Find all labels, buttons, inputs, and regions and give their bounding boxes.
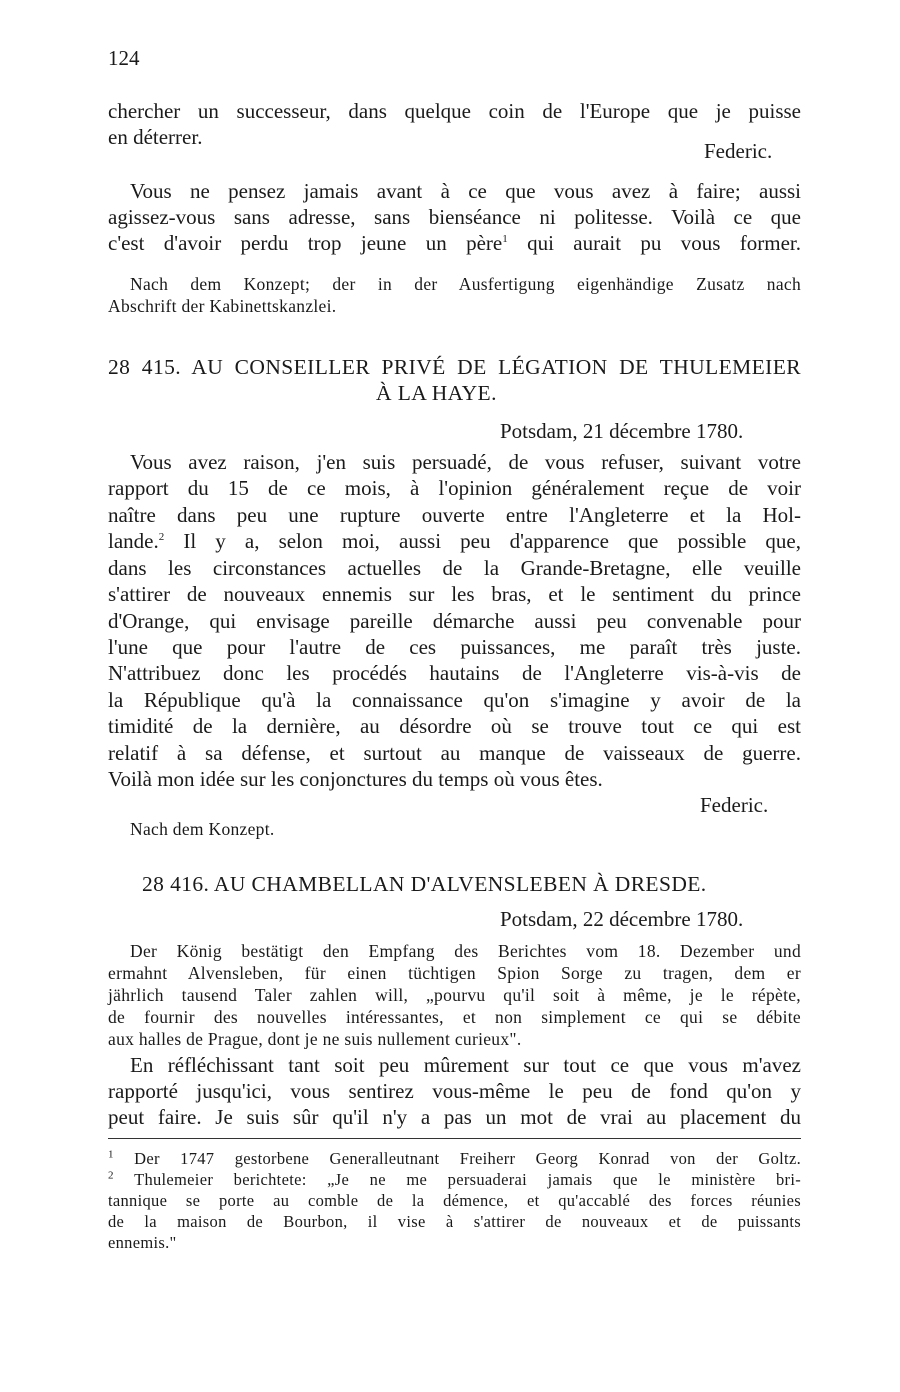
postscript-line: Vous ne pensez jamais avant à ce que vous avez à faire; aussi <box>130 179 801 203</box>
text-line: rapporté jusqu'ici, vous sentirez vous-même le peu de fond qu'on y <box>108 1079 801 1103</box>
postscript-text: c'est d'avoir perdu trop jeune un père <box>108 231 503 255</box>
footnote-text: Thulemeier berichtete: „Je ne me persuaderai jamais que le ministère bri- <box>113 1170 801 1189</box>
source-note: Nach dem Konzept; der in der Ausfertigung eigenhändige Zusatz nach <box>130 274 801 294</box>
text-line: N'attribuez donc les procédés hautains de l'Angleterre vis-à-vis de <box>108 661 801 685</box>
text-line: timidité de la dernière, au désordre où se trouve tout ce qui est <box>108 714 801 738</box>
summary-line: ermahnt Alvensleben, für einen tüchtigen Spion Sorge zu tragen, dem er <box>108 963 801 983</box>
text-line: rapport du 15 de ce mois, à l'opinion généralement reçue de voir <box>108 476 801 500</box>
text-line <box>108 528 801 554</box>
summary-line: de fournir des nouvelles intéressantes, et non simplement ce qui se débite <box>108 1007 801 1027</box>
text-fragment: Il y a, selon moi, aussi peu d'apparence que possible que, <box>164 529 801 553</box>
text-line: En réfléchissant tant soit peu mûrement sur tout ce que vous m'avez <box>130 1053 801 1077</box>
footnote-ref: 1 <box>502 233 508 245</box>
source-note: Nach dem Konzept. <box>130 819 275 839</box>
dateline: Potsdam, 22 décembre 1780. <box>500 907 744 931</box>
footnote-divider <box>108 1138 801 1139</box>
postscript-line: agissez-vous sans adresse, sans bienséance ni politesse. Voilà ce que <box>108 205 801 229</box>
postscript-line <box>108 230 801 256</box>
footnote-line: de la maison de Bourbon, il vise à s'attirer de nouveaux et de puissants <box>108 1212 801 1231</box>
dateline: Potsdam, 21 décembre 1780. <box>500 419 744 443</box>
letter-heading: 28 415. AU CONSEILLER PRIVÉ DE LÉGATION DE THULEMEIER <box>108 355 801 379</box>
footnote-line: tannique se porte au comble de la démence, et qu'accablé des forces réunies <box>108 1191 801 1210</box>
text-line: d'Orange, qui envisage pareille démarche aussi peu convenable pour <box>108 609 801 633</box>
letter-heading: 28 416. AU CHAMBELLAN D'ALVENSLEBEN À DRESDE. <box>142 872 707 896</box>
footnote-mark: 1 <box>108 1148 114 1161</box>
footnote <box>108 1148 801 1169</box>
signature: Federic. <box>700 793 769 817</box>
source-note: Abschrift der Kabinettskanzlei. <box>108 296 337 316</box>
footnote-line: ennemis." <box>108 1233 177 1252</box>
footnote-text: Der 1747 gestorbene Generalleutnant Freiherr Georg Konrad von der Goltz. <box>113 1149 801 1168</box>
postscript-text: qui aurait pu vous former. <box>507 231 801 255</box>
text-line: peut faire. Je suis sûr qu'il n'y a pas un mot de vrai au placement du <box>108 1105 801 1129</box>
text-line: Vous avez raison, j'en suis persuadé, de vous refuser, suivant votre <box>130 450 801 474</box>
letter-heading: À LA HAYE. <box>376 381 497 405</box>
text-line: la République qu'à la connaissance qu'on s'imagine y avoir de la <box>108 688 801 712</box>
text-line: dans les circonstances actuelles de la Grande-Bretagne, elle veuille <box>108 556 801 580</box>
text-fragment: lande. <box>108 529 159 553</box>
text-line: en déterrer. <box>108 125 203 149</box>
summary-line: jährlich tausend Taler zahlen will, „pourvu qu'il soit à même, je le répète, <box>108 985 801 1005</box>
text-line: Voilà mon idée sur les conjonctures du temps où vous êtes. <box>108 767 603 791</box>
footnote-mark: 2 <box>108 1169 114 1182</box>
text-line: s'attirer de nouveaux ennemis sur les bras, et le sentiment du prince <box>108 582 801 606</box>
text-line: naître dans peu une rupture ouverte entre l'Angleterre et la Hol- <box>108 503 801 527</box>
footnote <box>108 1169 801 1190</box>
summary-line: aux halles de Prague, dont je ne suis nullement curieux". <box>108 1029 522 1049</box>
footnote-ref: 2 <box>158 531 165 543</box>
page-number: 124 <box>108 46 140 70</box>
signature: Federic. <box>704 139 773 163</box>
text-line: relatif à sa défense, et surtout au manque de vaisseaux de guerre. <box>108 741 801 765</box>
text-line: l'une que pour l'autre de ces puissances, me paraît très juste. <box>108 635 801 659</box>
summary-line: Der König bestätigt den Empfang des Berichtes vom 18. Dezember und <box>130 941 801 961</box>
text-line: chercher un successeur, dans quelque coin de l'Europe que je puisse <box>108 99 801 123</box>
